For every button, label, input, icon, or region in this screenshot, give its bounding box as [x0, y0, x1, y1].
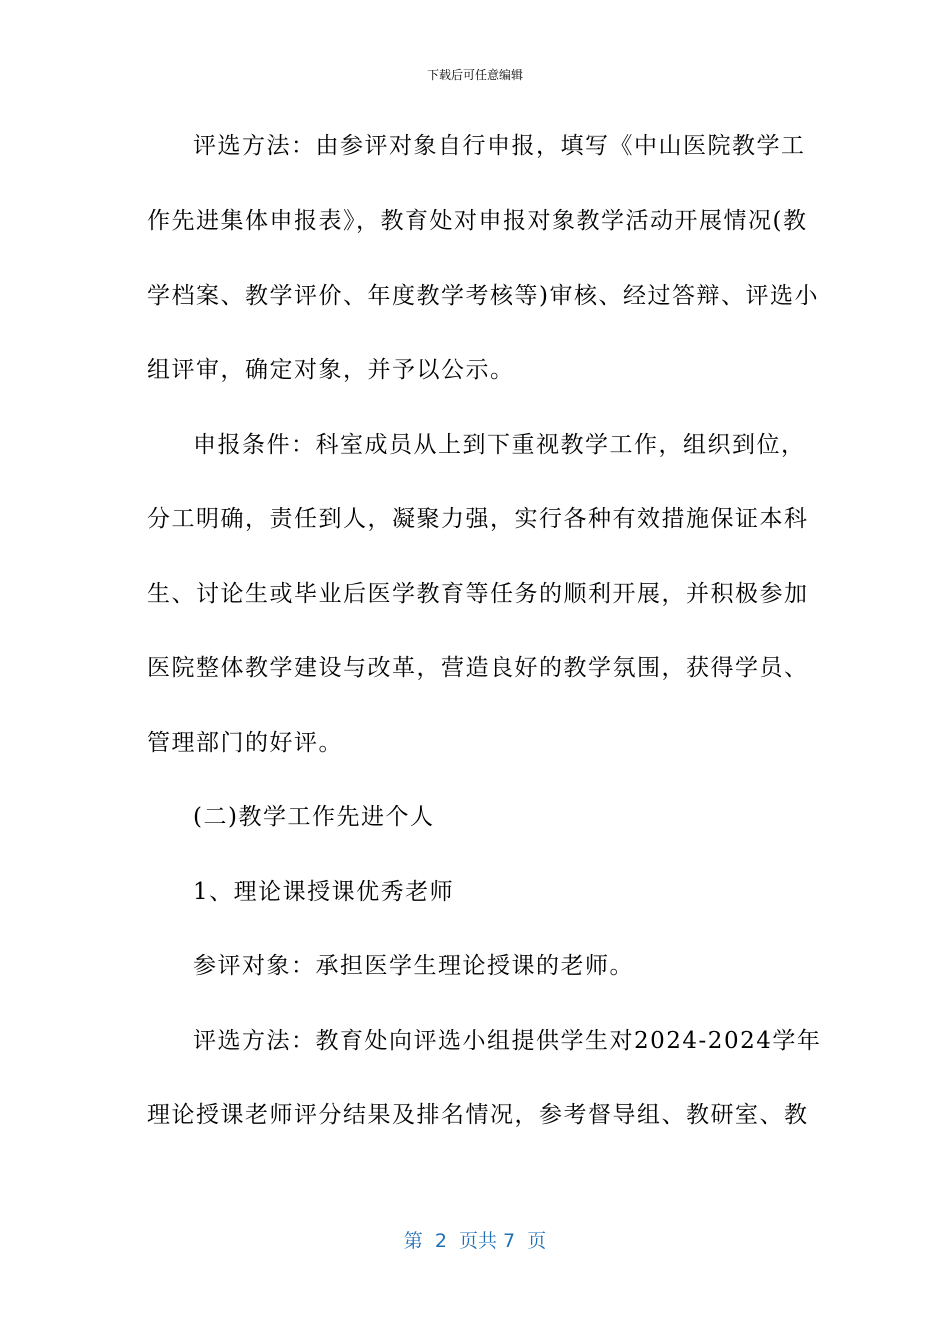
text-line: 医院整体教学建设与改革，营造良好的教学氛围，获得学员、 [147, 655, 809, 681]
text-line: 申报条件：科室成员从上到下重视教学工作，组织到位， [193, 432, 806, 458]
text-line: 分工明确，责任到人，凝聚力强，实行各种有效措施保证本科 [147, 506, 809, 532]
text-line: 生、讨论生或毕业后医学教育等任务的顺利开展，并积极参加 [147, 581, 809, 607]
header-note: 下载后可任意编辑 [426, 68, 523, 82]
text-line: 学档案、教学评价、年度教学考核等)审核、经过答辩、评选小 [147, 283, 819, 309]
text-line: 评选方法：教育处向评选小组提供学生对2024-2024学年 [193, 1028, 822, 1054]
page-number: 第 2 页共 7 页 [403, 1230, 547, 1252]
text-line: 组评审，确定对象，并予以公示。 [147, 357, 515, 383]
text-line: 作先进集体申报表》，教育处对申报对象教学活动开展情况(教 [147, 208, 808, 234]
text-line: 参评对象：承担医学生理论授课的老师。 [193, 953, 634, 979]
section-heading: (二)教学工作先进个人 [193, 804, 435, 830]
text-line: 理论授课老师评分结果及排名情况，参考督导组、教研室、教 [147, 1102, 809, 1128]
subsection-heading: 1、理论课授课优秀老师 [193, 879, 455, 905]
text-line: 管理部门的好评。 [147, 730, 343, 756]
text-line: 评选方法：由参评对象自行申报，填写《中山医院教学工 [193, 133, 806, 159]
